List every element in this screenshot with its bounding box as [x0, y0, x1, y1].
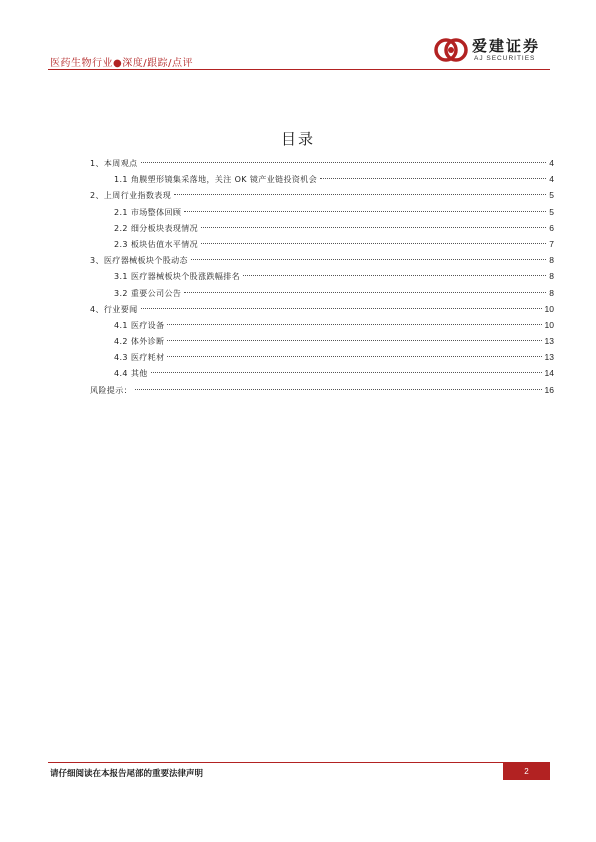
toc-entry-page: 13 — [544, 336, 554, 347]
toc-leader-dots — [201, 243, 546, 244]
toc-entry[interactable] — [90, 285, 554, 301]
toc-entry-page: 8 — [549, 255, 554, 266]
toc-entry[interactable] — [90, 187, 554, 203]
toc-entry[interactable] — [90, 382, 554, 398]
toc-leader-dots — [243, 275, 546, 276]
aj-logo-icon — [434, 36, 468, 64]
toc-leader-dots — [141, 308, 542, 309]
footer-divider — [48, 762, 550, 763]
toc-leader-dots — [184, 211, 546, 212]
toc-entry-text: 2.3 板块估值水平情况 — [114, 239, 199, 249]
toc-entry[interactable] — [90, 317, 554, 333]
toc-leader-dots — [320, 178, 546, 179]
toc-entry[interactable] — [90, 268, 554, 284]
toc-entry[interactable] — [90, 301, 554, 317]
toc-entry-page: 10 — [544, 303, 554, 314]
toc-leader-dots — [174, 194, 546, 195]
toc-title: 目录 — [280, 130, 315, 148]
logo-english-name: AJ SECURITIES — [474, 55, 536, 62]
toc-entry[interactable] — [90, 155, 554, 171]
table-of-contents — [90, 155, 554, 398]
toc-entry-text: 1.1 角膜塑形镜集采落地，关注 OK 镜产业链投资机会 — [114, 175, 318, 185]
page-number: 2 — [503, 763, 550, 780]
toc-entry-page: 4 — [549, 158, 554, 168]
logo-chinese-name: 爱建证券 — [472, 37, 541, 55]
toc-leader-dots — [201, 227, 546, 228]
toc-entry-page: 13 — [544, 352, 554, 363]
toc-entry-text: 风险提示： — [90, 385, 132, 395]
header-divider — [48, 69, 550, 70]
toc-entry-text: 3.2 重要公司公告 — [114, 288, 182, 298]
toc-entry-page: 14 — [544, 368, 554, 379]
toc-entry[interactable] — [90, 365, 554, 381]
toc-entry-text: 2、上周行业指数表现 — [90, 191, 172, 201]
toc-entry[interactable] — [90, 204, 554, 220]
toc-entry-text: 3、医疗器械板块个股动态 — [90, 256, 188, 266]
toc-entry-page: 5 — [549, 190, 554, 201]
toc-entry-text: 4.3 医疗耗材 — [114, 353, 165, 363]
toc-leader-dots — [191, 259, 546, 260]
toc-entry-page: 8 — [549, 271, 554, 282]
toc-entry-text: 2.2 细分板块表现情况 — [114, 223, 199, 233]
toc-leader-dots — [151, 372, 542, 373]
toc-entry-text: 4.4 其他 — [114, 369, 148, 379]
toc-entry[interactable] — [90, 220, 554, 236]
toc-leader-dots — [167, 340, 541, 341]
company-logo — [434, 34, 554, 66]
toc-leader-dots — [184, 292, 546, 293]
report-category-title: 医药生物行业●深度/跟踪/点评 — [50, 58, 193, 69]
toc-entry[interactable] — [90, 171, 554, 187]
toc-entry-text: 4、行业要闻 — [90, 304, 138, 314]
legal-disclaimer-note: 请仔细阅读在本报告尾部的重要法律声明 — [50, 769, 204, 779]
toc-leader-dots — [167, 356, 541, 357]
toc-entry-text: 2.1 市场整体回顾 — [114, 207, 182, 217]
toc-entry-page: 8 — [549, 287, 554, 298]
toc-entry-text: 1、本周观点 — [90, 159, 138, 168]
toc-entry-page: 5 — [549, 206, 554, 217]
toc-entry-page: 6 — [549, 222, 554, 233]
toc-leader-dots — [167, 324, 541, 325]
toc-entry-text: 4.2 体外诊断 — [114, 337, 165, 347]
toc-entry-page: 7 — [549, 238, 554, 249]
toc-entry[interactable] — [90, 333, 554, 349]
toc-entry-page: 4 — [549, 174, 554, 185]
toc-entry[interactable] — [90, 236, 554, 252]
toc-entry-text: 3.1 医疗器械板块个股涨跌幅排名 — [114, 272, 241, 282]
toc-entry-text: 4.1 医疗设备 — [114, 320, 165, 330]
toc-entry-page: 16 — [544, 384, 554, 395]
toc-leader-dots — [141, 162, 547, 163]
toc-entry[interactable] — [90, 349, 554, 365]
toc-leader-dots — [135, 389, 542, 390]
toc-entry-page: 10 — [544, 319, 554, 330]
toc-entry[interactable] — [90, 252, 554, 268]
